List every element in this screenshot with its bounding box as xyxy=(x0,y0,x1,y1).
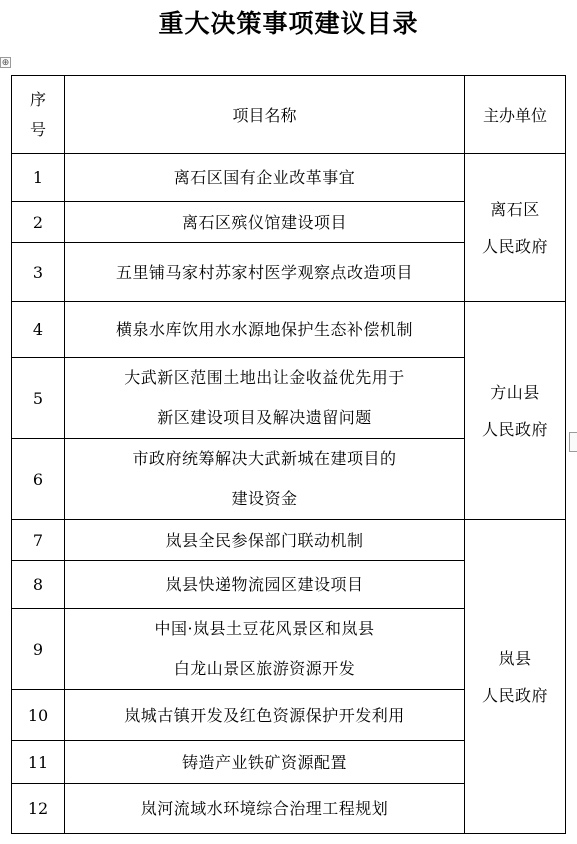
project-name-line: 离石区国有企业改革事宜 xyxy=(173,168,356,187)
row-serial-number: 6 xyxy=(12,439,65,520)
project-name-line: 白龙山景区旅游资源开发 xyxy=(173,659,356,678)
row-project-name xyxy=(65,302,465,358)
table-header-row xyxy=(12,76,566,154)
table-row xyxy=(12,520,566,561)
row-serial-number: 7 xyxy=(12,520,65,561)
row-project-name xyxy=(65,609,465,690)
project-name-line: 市政府统筹解决大武新城在建项目的 xyxy=(132,449,397,468)
project-name-line: 岚城古镇开发及红色资源保护开发利用 xyxy=(124,705,405,725)
header-project-name: 项目名称 xyxy=(65,76,465,154)
row-serial-number: 12 xyxy=(12,784,65,834)
project-name-line: 离石区殡仪馆建设项目 xyxy=(181,212,347,232)
project-name-line: 横泉水库饮用水水源地保护生态补偿机制 xyxy=(115,320,413,339)
table-resize-handle-icon[interactable] xyxy=(569,432,577,452)
project-name-line: 新区建设项目及解决遗留问题 xyxy=(157,408,372,427)
row-serial-number: 2 xyxy=(12,202,65,243)
row-serial-number: 8 xyxy=(12,561,65,609)
header-serial-line1: 序 xyxy=(29,89,46,109)
row-serial-number: 3 xyxy=(12,243,65,302)
header-host-unit: 主办单位 xyxy=(465,76,566,154)
row-serial-number: 10 xyxy=(12,690,65,741)
row-project-name xyxy=(65,154,465,202)
header-serial-number xyxy=(12,76,65,154)
host-unit-line: 人民政府 xyxy=(481,419,548,439)
row-project-name xyxy=(65,243,465,302)
header-serial-line2: 号 xyxy=(29,119,46,139)
row-project-name xyxy=(65,439,465,520)
row-project-name xyxy=(65,690,465,741)
table-row xyxy=(12,154,566,202)
row-project-name xyxy=(65,358,465,439)
project-name-line: 中国·岚县土豆花风景区和岚县 xyxy=(154,619,375,638)
row-project-name xyxy=(65,784,465,834)
decision-catalog-table xyxy=(11,75,566,834)
project-name-line: 岚河流域水环境综合治理工程规划 xyxy=(140,799,389,818)
project-name-line: 岚县全民参保部门联动机制 xyxy=(165,530,364,550)
table-row xyxy=(12,302,566,358)
host-unit-line: 方山县 xyxy=(490,382,540,402)
table-move-handle-icon[interactable]: ⊕ xyxy=(1,58,10,68)
project-name-line: 建设资金 xyxy=(231,489,298,508)
project-name-line: 岚县快递物流园区建设项目 xyxy=(165,575,364,594)
row-serial-number: 1 xyxy=(12,154,65,202)
row-serial-number: 4 xyxy=(12,302,65,358)
row-project-name xyxy=(65,561,465,609)
page-title: 重大决策事项建议目录 xyxy=(158,9,419,38)
row-serial-number: 9 xyxy=(12,609,65,690)
host-unit-line: 人民政府 xyxy=(481,685,548,705)
project-name-line: 铸造产业铁矿资源配置 xyxy=(181,752,347,772)
host-unit-line: 人民政府 xyxy=(481,236,548,256)
host-unit-line: 离石区 xyxy=(490,199,540,219)
row-project-name xyxy=(65,520,465,561)
row-serial-number: 5 xyxy=(12,358,65,439)
host-unit-line: 岚县 xyxy=(498,648,532,668)
row-host-unit xyxy=(465,154,566,302)
row-host-unit xyxy=(465,520,566,834)
project-name-line: 大武新区范围土地出让金收益优先用于 xyxy=(124,368,405,387)
row-project-name xyxy=(65,202,465,243)
row-host-unit xyxy=(465,302,566,520)
row-project-name xyxy=(65,741,465,784)
project-name-line: 五里铺马家村苏家村医学观察点改造项目 xyxy=(115,262,413,282)
row-serial-number: 11 xyxy=(12,741,65,784)
